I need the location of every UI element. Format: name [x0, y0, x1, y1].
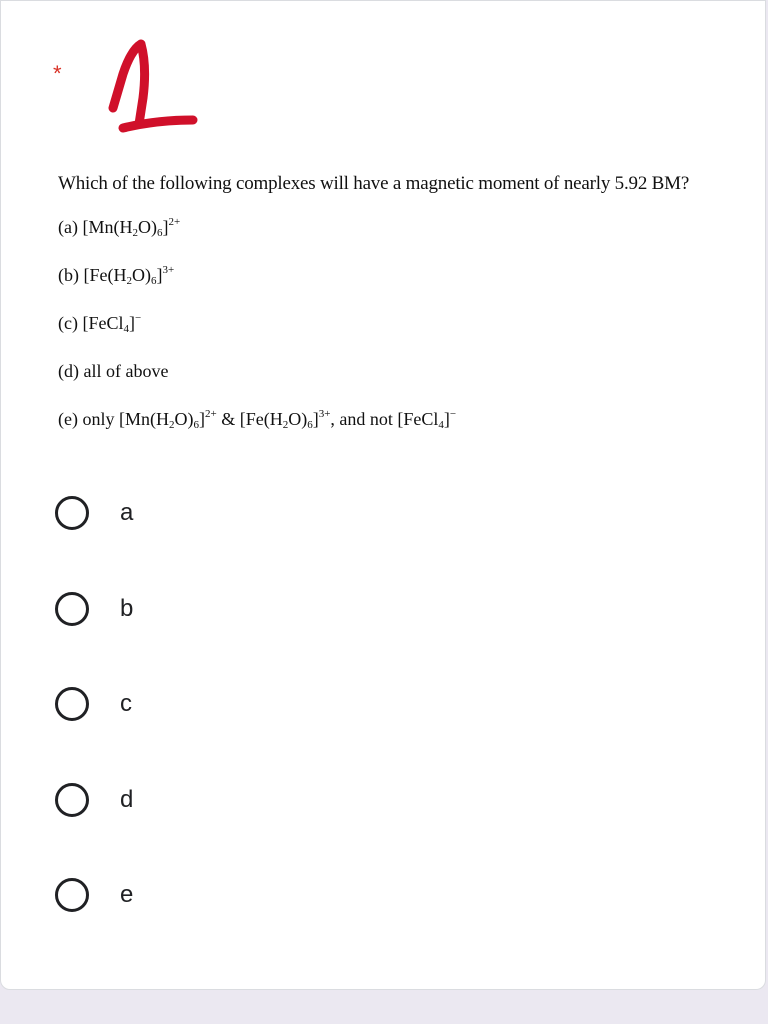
- choice-label: e: [120, 881, 134, 908]
- choice-label: a: [120, 499, 134, 526]
- choice-b[interactable]: [53, 585, 453, 633]
- choice-a[interactable]: [53, 489, 453, 537]
- choice-e[interactable]: [53, 871, 453, 919]
- choice-label: b: [120, 594, 134, 622]
- question-option-c: (c) [FeCl$_4$]−: [58, 312, 142, 335]
- choice-d[interactable]: [53, 776, 453, 824]
- choice-c[interactable]: [53, 680, 453, 728]
- question-option-d: (d) all of above: [58, 361, 169, 381]
- radio-button-icon[interactable]: [55, 783, 89, 817]
- radio-button-icon[interactable]: [55, 878, 89, 912]
- handwritten-number-one: [101, 36, 211, 136]
- radio-button-icon[interactable]: [55, 496, 89, 530]
- choice-label: d: [120, 785, 134, 813]
- question-option-e: (e) only $[Mn(H_2O)_6]^{2+}$ & $[Fe(H_2O)_6]^{3+}$, and not [FeCl$_4$]−: [58, 408, 457, 431]
- question-title: Which of the following complexes will have a magnetic moment of nearly 5.92 BM?: [58, 173, 690, 194]
- question-option-a: (a) $[Mn(H_2O)_6]^{2+}$: [58, 216, 181, 239]
- answer-choices: [53, 489, 453, 967]
- choice-label: c: [120, 690, 132, 717]
- radio-button-icon[interactable]: [55, 592, 89, 626]
- question-image: [58, 169, 748, 453]
- radio-button-icon[interactable]: [55, 687, 89, 721]
- question-option-b: (b) $[Fe(H_2O)_6]^{3+}$: [58, 264, 175, 287]
- required-marker: *: [53, 61, 62, 86]
